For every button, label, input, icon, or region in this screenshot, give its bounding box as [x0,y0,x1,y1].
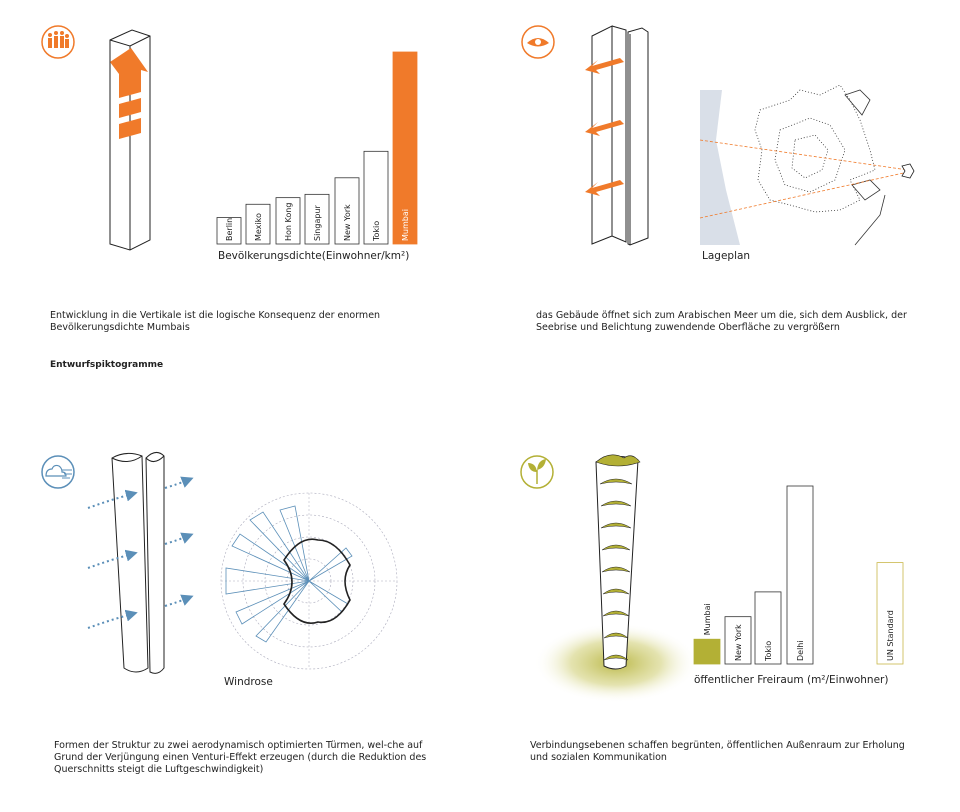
eye-icon [522,26,554,58]
wind-rose [221,493,397,669]
plant-icon [521,456,553,488]
population-density-chart [217,52,417,244]
aerodynamic-towers [112,452,164,673]
bar-label-delhi: Delhi [796,640,805,661]
bar-delhi [787,486,813,664]
bar-label-new-york: New York [343,204,352,241]
site-plan-label: Lageplan [702,250,751,262]
bar-label-tokio: Tokio [372,220,381,241]
bar-label-new-york: New York [734,624,743,661]
chart1-xlabel: Bevölkerungsdichte(Einwohner/km²) [218,250,410,262]
bar-label-tokio: Tokio [764,640,773,661]
upward-arrow [110,48,148,139]
panel3-caption: Formen der Struktur zu zwei aerodynamisch optimierten Türmen, wel-che auf Grund der Verjüngung einen Venturi-Effekt erzeugen (durch die Reduktion des Querschnitts steigt die Luftgeschwindigkeit) [54,740,427,775]
panel2-caption: das Gebäude öffnet sich zum Arabischen Meer um die, sich dem Ausblick, der Seebrise und Belichtung zuwendende Oberfläche zu vergrößern [536,310,907,333]
wind-cloud-icon [42,456,74,488]
people-icon [42,26,74,58]
site-plan [700,85,914,245]
bar-label-un-standard: UN Standard [886,610,895,661]
bar-mumbai [694,639,720,664]
bar-label-singapur: Singapur [313,205,322,241]
bar-label-mexiko: Mexiko [254,213,263,241]
section-heading: Entwurfspiktogramme [50,360,164,370]
view-arrows [585,58,624,196]
bar-label-mumbai: Mumbai [703,603,712,636]
bar-label-berlin: Berlin [225,217,234,241]
bar-label-mumbai: Mumbai [401,209,410,241]
bar-label-hon-kong: Hon Kong [284,202,293,241]
panel1-caption: Entwicklung in die Vertikale ist die logische Konsequenz der enormen Bevölkerungsdichte Mumbais [50,310,381,333]
chart2-xlabel: öffentlicher Freiraum (m²/Einwohner) [694,674,889,686]
public-space-chart [694,486,903,664]
wind-rose-label: Windrose [224,676,273,688]
panel4-caption: Verbindungsebenen schaffen begrünten, öffentlichen Außenraum zur Erholung und sozialen Kommunikation [530,740,905,763]
